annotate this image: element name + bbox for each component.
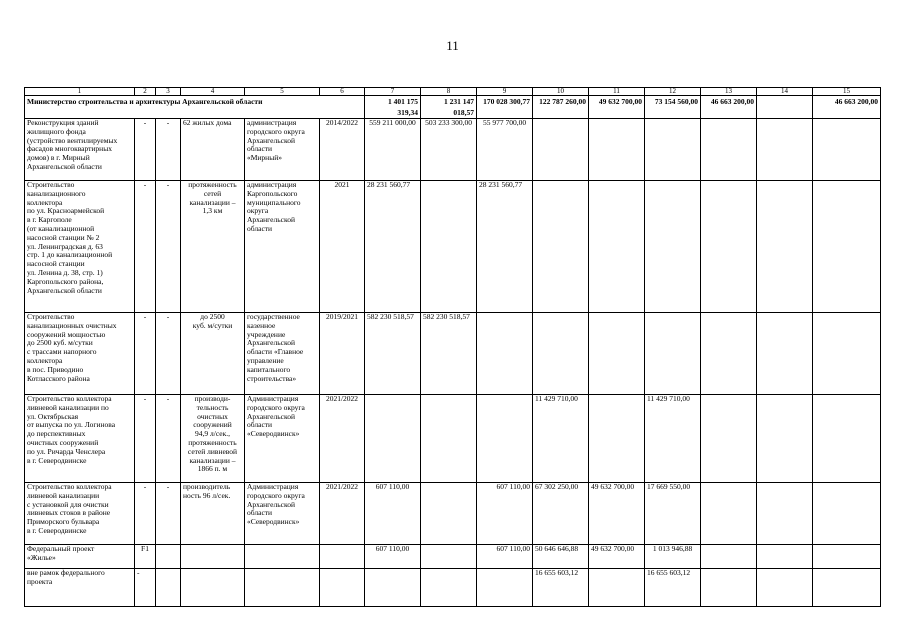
cell-c9: 28 231 560,77 — [477, 181, 533, 313]
years: 2021/2022 — [320, 483, 365, 545]
ministry-total-c15: 46 663 200,00 — [813, 96, 881, 119]
cell-c14 — [757, 483, 813, 545]
cell-c14 — [757, 569, 813, 607]
cell-c2: - — [135, 181, 156, 313]
project-name: Строительство канализационных очистных сооружений мощностью до 2500 куб. м/сутки с трассами напорного коллектора в пос. Приводино Котласского района — [25, 313, 135, 395]
cell-c10 — [533, 313, 589, 395]
cell-c8: 582 230 518,57 — [421, 313, 477, 395]
cell-c11 — [589, 181, 645, 313]
cell-c9 — [477, 395, 533, 483]
customer: Администрация городского округа Архангельской области «Северодвинск» — [245, 395, 320, 483]
cell-c8 — [421, 483, 477, 545]
capacity: до 2500 куб. м/сутки — [181, 313, 245, 395]
column-number: 2 — [135, 88, 156, 96]
cell-c14 — [757, 545, 813, 569]
column-number: 1 — [25, 88, 135, 96]
project-name: Строительство коллектора ливневой канализации по ул. Октябрьская от выпуска по ул. Логинова до перспективных очистных сооружений по ул. Ричарда Ченслера в г. Северодвинске — [25, 395, 135, 483]
federal-project-row — [25, 545, 881, 569]
column-number: 12 — [645, 88, 701, 96]
cell-c2: - — [135, 313, 156, 395]
column-number: 5 — [245, 88, 320, 96]
ministry-name: Министерство строительства и архитектуры Архангельской области — [25, 96, 365, 119]
customer: администрация городского округа Архангельской области «Мирный» — [245, 119, 320, 181]
cell-c11 — [589, 313, 645, 395]
capacity: протяженность сетей канализации – 1,3 км — [181, 181, 245, 313]
cell-c15 — [813, 545, 881, 569]
ministry-total-c10: 122 787 260,00 — [533, 96, 589, 119]
cell-c11 — [589, 569, 645, 607]
cell-c13 — [701, 395, 757, 483]
cell-c10: 67 302 250,00 — [533, 483, 589, 545]
column-number: 8 — [421, 88, 477, 96]
cell-c2: - — [135, 119, 156, 181]
cell-c10: 16 655 603,12 — [533, 569, 589, 607]
column-number: 4 — [181, 88, 245, 96]
years: 2014/2022 — [320, 119, 365, 181]
cell-c12: 1 013 946,88 — [645, 545, 701, 569]
cell-c9: 55 977 700,00 — [477, 119, 533, 181]
cell-c12: 16 655 603,12 — [645, 569, 701, 607]
ministry-total-c8: 1 231 147 018,57 — [421, 96, 477, 119]
customer: государственное казенное учреждение Архангельской области «Главное управление капитального строительства» — [245, 313, 320, 395]
table-row — [25, 313, 881, 395]
cell-c15 — [813, 395, 881, 483]
column-number: 13 — [701, 88, 757, 96]
outside-federal-name: вне рамок федерального проекта — [25, 569, 135, 607]
cell-c4 — [181, 569, 245, 607]
column-number: 15 — [813, 88, 881, 96]
cell-c15 — [813, 569, 881, 607]
cell-c2: - — [135, 483, 156, 545]
cell-c12: 11 429 710,00 — [645, 395, 701, 483]
cell-c7 — [365, 569, 421, 607]
cell-c8: 503 233 300,00 — [421, 119, 477, 181]
cell-c6 — [320, 545, 365, 569]
project-name: Строительство коллектора ливневой канализации с установкой для очистки ливневых стоков в районе Приморского бульвара в г. Северодвинске — [25, 483, 135, 545]
cell-c12 — [645, 119, 701, 181]
cell-c14 — [757, 119, 813, 181]
column-number: 3 — [156, 88, 181, 96]
cell-c7 — [365, 395, 421, 483]
cell-c2: - — [135, 395, 156, 483]
years: 2021 — [320, 181, 365, 313]
years: 2021/2022 — [320, 395, 365, 483]
cell-c14 — [757, 313, 813, 395]
cell-c11 — [589, 395, 645, 483]
cell-c11: 49 632 700,00 — [589, 545, 645, 569]
cell-c3: - — [156, 181, 181, 313]
ministry-total-c11: 49 632 700,00 — [589, 96, 645, 119]
ministry-total-c12: 73 154 560,00 — [645, 96, 701, 119]
column-number-row — [25, 88, 881, 96]
ministry-total-c14 — [757, 96, 813, 119]
cell-c9 — [477, 313, 533, 395]
budget-table — [24, 87, 881, 607]
cell-c3: - — [156, 313, 181, 395]
cell-c8 — [421, 545, 477, 569]
cell-c4 — [181, 545, 245, 569]
outside-federal-row — [25, 569, 881, 607]
page-number: 11 — [446, 38, 459, 53]
federal-project-name: Федеральный проект «Жилье» — [25, 545, 135, 569]
table-row — [25, 181, 881, 313]
cell-c12: 17 669 550,00 — [645, 483, 701, 545]
project-name: Строительство канализационного коллектора по ул. Красноармейской в г. Каргополе (от канализационной насосной станции № 2 ул. Ленинградская д. 63 стр. 1 до канализационной насосной станции ул. Ленина д. 38, стр. 1) Каргопольского района, Архангельской области — [25, 181, 135, 313]
cell-c13 — [701, 545, 757, 569]
ministry-row — [25, 96, 881, 119]
capacity: производи- тельность очистных сооружений 94,9 л/сек., протяженность сетей ливневой канализации – 1866 п. м — [181, 395, 245, 483]
cell-c15 — [813, 119, 881, 181]
cell-c5 — [245, 545, 320, 569]
cell-c3 — [156, 545, 181, 569]
column-number: 7 — [365, 88, 421, 96]
cell-c10 — [533, 181, 589, 313]
cell-c7: 559 211 000,00 — [365, 119, 421, 181]
cell-c7: 607 110,00 — [365, 483, 421, 545]
capacity: 62 жилых дома — [181, 119, 245, 181]
cell-c15 — [813, 181, 881, 313]
cell-c3 — [156, 569, 181, 607]
cell-c13 — [701, 569, 757, 607]
capacity: производитель ность 96 л/сек. — [181, 483, 245, 545]
cell-c15 — [813, 313, 881, 395]
cell-c13 — [701, 313, 757, 395]
cell-c10: 11 429 710,00 — [533, 395, 589, 483]
cell-c7: 582 230 518,57 — [365, 313, 421, 395]
cell-c12 — [645, 181, 701, 313]
cell-c3: - — [156, 119, 181, 181]
cell-c8 — [421, 181, 477, 313]
cell-c13 — [701, 483, 757, 545]
ministry-total-c7: 1 401 175 319,34 — [365, 96, 421, 119]
cell-c11 — [589, 119, 645, 181]
column-number: 14 — [757, 88, 813, 96]
cell-c2: - — [135, 569, 156, 607]
cell-c14 — [757, 181, 813, 313]
cell-c8 — [421, 569, 477, 607]
customer: Администрация городского округа Архангельской области «Северодвинск» — [245, 483, 320, 545]
customer: администрация Каргопольского муниципального округа Архангельской области — [245, 181, 320, 313]
cell-c9 — [477, 569, 533, 607]
cell-c13 — [701, 119, 757, 181]
ministry-total-c13: 46 663 200,00 — [701, 96, 757, 119]
column-number: 11 — [589, 88, 645, 96]
cell-c11: 49 632 700,00 — [589, 483, 645, 545]
column-number: 9 — [477, 88, 533, 96]
cell-c7: 607 110,00 — [365, 545, 421, 569]
table-row — [25, 483, 881, 545]
ministry-total-c9: 170 028 300,77 — [477, 96, 533, 119]
cell-c9: 607 110,00 — [477, 545, 533, 569]
cell-c13 — [701, 181, 757, 313]
table-row — [25, 395, 881, 483]
cell-c15 — [813, 483, 881, 545]
cell-c14 — [757, 395, 813, 483]
cell-c9: 607 110,00 — [477, 483, 533, 545]
cell-c7: 28 231 560,77 — [365, 181, 421, 313]
federal-project-code: F1 — [135, 545, 156, 569]
cell-c12 — [645, 313, 701, 395]
cell-c10: 50 646 646,88 — [533, 545, 589, 569]
column-number: 10 — [533, 88, 589, 96]
cell-c3: - — [156, 395, 181, 483]
table-row — [25, 119, 881, 181]
cell-c6 — [320, 569, 365, 607]
cell-c10 — [533, 119, 589, 181]
cell-c3: - — [156, 483, 181, 545]
project-name: Реконструкция зданий жилищного фонда (устройство вентилируемых фасадов многоквартирных домов) в г. Мирный Архангельской области — [25, 119, 135, 181]
cell-c8 — [421, 395, 477, 483]
cell-c5 — [245, 569, 320, 607]
years: 2019/2021 — [320, 313, 365, 395]
column-number: 6 — [320, 88, 365, 96]
